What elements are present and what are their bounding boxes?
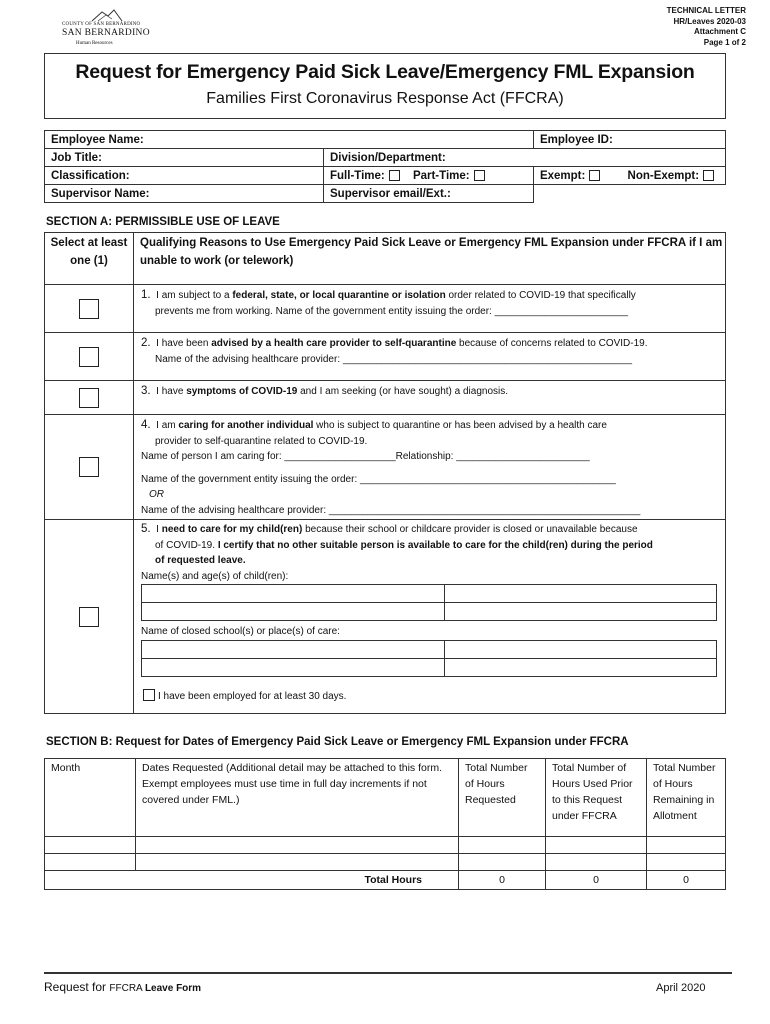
hours-cell[interactable] bbox=[459, 854, 546, 871]
month-header: Month bbox=[45, 759, 136, 837]
healthcare-provider-field[interactable]: Name of the advising healthcare provider: ________________________________________________________ bbox=[141, 504, 641, 516]
reason-3-select-cell bbox=[45, 381, 134, 415]
prior-cell[interactable] bbox=[546, 837, 647, 854]
select-column-header: Select at least one (1) bbox=[45, 233, 134, 285]
remaining-hours-header: Total Number of Hours Remaining in Allotment bbox=[647, 759, 726, 837]
tech-line: TECHNICAL LETTER bbox=[666, 6, 746, 15]
mountain-logo-icon bbox=[62, 8, 152, 22]
tech-line: Attachment C bbox=[693, 27, 746, 36]
hours-cell[interactable] bbox=[459, 837, 546, 854]
month-cell[interactable] bbox=[45, 837, 136, 854]
employee-id-field[interactable]: Employee ID: bbox=[533, 131, 725, 149]
prior-hours-header: Total Number of Hours Used Prior to this Request under FFCRA bbox=[546, 759, 647, 837]
or-label: OR bbox=[149, 489, 164, 500]
job-title-field[interactable]: Job Title: bbox=[45, 149, 324, 167]
reason-2-checkbox[interactable] bbox=[79, 347, 99, 367]
reason-1-line-2: prevents me from working. Name of the government entity issuing the order: ________________________ bbox=[155, 305, 629, 317]
footer-divider bbox=[44, 972, 732, 974]
fulltime-checkbox[interactable] bbox=[389, 170, 400, 181]
employed-30-days-row bbox=[135, 689, 724, 705]
school-cell[interactable] bbox=[142, 640, 445, 658]
parttime-label: Part-Time: bbox=[412, 169, 470, 182]
children-cell[interactable] bbox=[445, 585, 717, 603]
employee-name-field[interactable]: Employee Name: bbox=[45, 131, 534, 149]
total-hours-label: Total Hours bbox=[45, 871, 459, 890]
logo-line-2: SAN BERNARDINO bbox=[62, 28, 150, 38]
reason-5-line-1 bbox=[135, 521, 724, 538]
children-cell[interactable] bbox=[142, 603, 445, 621]
page-subtitle: Families First Coronavirus Response Act (FFCRA) bbox=[206, 90, 564, 107]
reason-4-line-2: provider to self-quarantine related to COVID-19. bbox=[155, 435, 368, 447]
reason-text: of requested leave. bbox=[155, 555, 246, 566]
page-title: Request for Emergency Paid Sick Leave/Emergency FML Expansion bbox=[75, 61, 695, 83]
section-a-heading: SECTION A: PERMISSIBLE USE OF LEAVE bbox=[46, 216, 280, 228]
supervisor-name-field[interactable]: Supervisor Name: bbox=[45, 185, 324, 203]
reason-text: I am bbox=[156, 420, 179, 431]
dates-header: Dates Requested (Additional detail may be attached to this form. Exempt employees must use time in full day increments if not covered under FML.) bbox=[136, 759, 459, 837]
month-cell[interactable] bbox=[45, 854, 136, 871]
reason-text: caring for another individual bbox=[178, 420, 314, 431]
reason-5-checkbox[interactable] bbox=[79, 607, 99, 627]
reason-1 bbox=[134, 285, 726, 333]
section-b-heading: SECTION B: Request for Dates of Emergency Paid Sick Leave or Emergency FML Expansion under FFCRA bbox=[46, 736, 629, 748]
logo-line-3: Human Resources bbox=[76, 41, 113, 46]
tech-line: HR/Leaves 2020-03 bbox=[673, 16, 746, 26]
reason-2-line-1 bbox=[135, 334, 724, 352]
reason-4 bbox=[134, 415, 726, 520]
supervisor-email-field[interactable]: Supervisor email/Ext.: bbox=[324, 185, 534, 203]
children-label: Name(s) and age(s) of child(ren): bbox=[141, 570, 289, 582]
reason-text: I bbox=[156, 524, 162, 535]
exempt-cell bbox=[533, 167, 725, 185]
reasons-column-header: Qualifying Reasons to Use Emergency Paid Sick Leave or Emergency FML Expansion under FFCRA if I am unable to work (or telework) bbox=[134, 233, 726, 285]
reason-3 bbox=[134, 381, 726, 415]
remaining-hours-value: 0 bbox=[647, 871, 726, 890]
county-logo bbox=[62, 8, 152, 48]
reason-3-checkbox[interactable] bbox=[79, 388, 99, 408]
reason-2-line-2: Name of the advising healthcare provider: ____________________________________________________ bbox=[155, 353, 633, 365]
total-hours-value: 0 bbox=[459, 871, 546, 890]
reason-1-select-cell bbox=[45, 285, 134, 333]
footer-date: April 2020 bbox=[656, 982, 706, 994]
reason-text: because their school or childcare provider is closed or unavailable because bbox=[302, 524, 638, 535]
reason-5-line-2 bbox=[135, 538, 724, 554]
employment-type-cell bbox=[324, 167, 534, 185]
school-cell[interactable] bbox=[445, 640, 717, 658]
children-cell[interactable] bbox=[445, 603, 717, 621]
school-label: Name of closed school(s) or place(s) of care: bbox=[141, 626, 340, 637]
nonexempt-label: Non-Exempt: bbox=[627, 169, 700, 182]
dates-cell[interactable] bbox=[136, 854, 459, 871]
footer-text: FFCRA bbox=[109, 983, 145, 994]
footer-text: Request for bbox=[44, 980, 110, 994]
reason-2-select-cell bbox=[45, 333, 134, 381]
reason-text: advised by a health care provider to self-quarantine bbox=[211, 338, 457, 349]
government-entity-field[interactable]: Name of the government entity issuing the order: ______________________________________________ bbox=[141, 473, 616, 485]
prior-hours-value: 0 bbox=[546, 871, 647, 890]
reason-1-line-1 bbox=[135, 286, 724, 304]
classification-label: Classification: bbox=[45, 167, 324, 185]
reason-text: who is subject to quarantine or has been advised by a health care bbox=[313, 420, 607, 431]
reason-text: I have been bbox=[156, 338, 212, 349]
nonexempt-checkbox[interactable] bbox=[703, 170, 714, 181]
title-box bbox=[44, 53, 726, 119]
reason-text: federal, state, or local quarantine or isolation bbox=[232, 290, 446, 301]
footer-text: Leave Form bbox=[144, 983, 202, 994]
reason-text: need to care for my child(ren) bbox=[161, 524, 303, 535]
empty-cell bbox=[533, 185, 725, 203]
tech-line: Page 1 of 2 bbox=[703, 37, 746, 47]
section-b-table bbox=[44, 758, 726, 890]
employed-30-days-checkbox[interactable] bbox=[143, 689, 155, 701]
section-a-table bbox=[44, 232, 726, 714]
reason-5-select-cell bbox=[45, 520, 134, 714]
reason-text: I am subject to a bbox=[156, 290, 233, 301]
prior-cell[interactable] bbox=[546, 854, 647, 871]
reason-4-line-1 bbox=[135, 416, 724, 434]
total-hours-header: Total Number of Hours Requested bbox=[459, 759, 546, 837]
reason-2-number: 2. bbox=[141, 337, 151, 349]
footer-form-name bbox=[44, 980, 201, 994]
technical-letter-block bbox=[667, 6, 746, 48]
employed-30-days-label: I have been employed for at least 30 days. bbox=[158, 690, 347, 702]
reason-text: and I am seeking (or have sought) a diagnosis. bbox=[297, 386, 509, 397]
reason-text: because of concerns related to COVID-19. bbox=[456, 338, 648, 349]
reason-1-checkbox[interactable] bbox=[79, 299, 99, 319]
school-cell[interactable] bbox=[445, 658, 717, 676]
reason-5-number: 5. bbox=[141, 523, 151, 535]
exempt-label: Exempt: bbox=[539, 169, 586, 182]
children-cell[interactable] bbox=[142, 585, 445, 603]
reason-text: I have bbox=[156, 386, 187, 397]
school-cell[interactable] bbox=[142, 658, 445, 676]
reason-4-select-cell bbox=[45, 415, 134, 520]
reason-5 bbox=[134, 520, 726, 714]
reason-1-number: 1. bbox=[141, 289, 151, 301]
reason-4-checkbox[interactable] bbox=[79, 457, 99, 477]
parttime-checkbox[interactable] bbox=[474, 170, 485, 181]
reason-5-line-3 bbox=[135, 553, 724, 569]
reason-3-line-1 bbox=[135, 382, 724, 400]
reason-text: I certify that no other suitable person is available to care for the child(ren) during the period bbox=[217, 539, 653, 551]
caring-for-field[interactable]: Name of person I am caring for: ____________________Relationship: ________________________ bbox=[141, 451, 590, 462]
reason-3-number: 3. bbox=[141, 385, 151, 397]
school-table bbox=[141, 640, 717, 677]
reason-text: symptoms of COVID-19 bbox=[186, 386, 298, 397]
reason-text: of COVID-19. bbox=[155, 539, 218, 551]
dates-cell[interactable] bbox=[136, 837, 459, 854]
children-table bbox=[141, 584, 717, 621]
reason-text: order related to COVID-19 that specifically bbox=[445, 290, 636, 301]
fulltime-label: Full-Time: bbox=[330, 169, 385, 182]
division-field[interactable]: Division/Department: bbox=[324, 149, 726, 167]
logo-line-1: COUNTY OF SAN BERNARDINO bbox=[62, 22, 141, 27]
employee-info-table bbox=[44, 130, 726, 203]
exempt-checkbox[interactable] bbox=[589, 170, 600, 181]
remaining-cell[interactable] bbox=[647, 837, 726, 854]
reason-2 bbox=[134, 333, 726, 381]
reason-4-number: 4. bbox=[141, 419, 151, 431]
remaining-cell[interactable] bbox=[647, 854, 726, 871]
